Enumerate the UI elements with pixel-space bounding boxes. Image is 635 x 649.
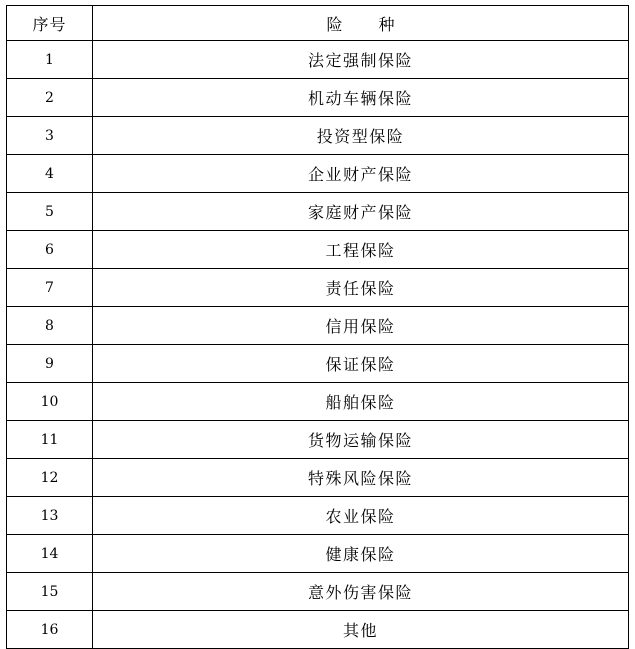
table-row — [7, 193, 629, 231]
table-row — [7, 459, 629, 497]
table-row — [7, 269, 629, 307]
row-type: 家庭财产保险 — [93, 193, 629, 231]
row-index: 4 — [7, 155, 93, 193]
table-row — [7, 383, 629, 421]
row-type: 保证保险 — [93, 345, 629, 383]
table-row — [7, 421, 629, 459]
row-index: 6 — [7, 231, 93, 269]
table-row — [7, 231, 629, 269]
row-type: 农业保险 — [93, 497, 629, 535]
column-header-type — [93, 6, 629, 41]
row-type: 机动车辆保险 — [93, 79, 629, 117]
row-index: 12 — [7, 459, 93, 497]
table-row — [7, 307, 629, 345]
row-index: 3 — [7, 117, 93, 155]
table-row — [7, 535, 629, 573]
column-header-type-label: 险 种 — [326, 14, 405, 34]
row-index: 1 — [7, 41, 93, 79]
table-row — [7, 497, 629, 535]
row-index: 10 — [7, 383, 93, 421]
row-type: 意外伤害保险 — [93, 573, 629, 611]
row-type: 工程保险 — [93, 231, 629, 269]
row-type: 信用保险 — [93, 307, 629, 345]
row-index: 7 — [7, 269, 93, 307]
row-type: 投资型保险 — [93, 117, 629, 155]
document-page — [0, 5, 635, 638]
row-type: 责任保险 — [93, 269, 629, 307]
row-index: 8 — [7, 307, 93, 345]
row-index: 11 — [7, 421, 93, 459]
row-index: 16 — [7, 611, 93, 649]
table-row — [7, 611, 629, 649]
row-index: 9 — [7, 345, 93, 383]
column-header-index: 序号 — [7, 6, 93, 41]
row-type: 法定强制保险 — [93, 41, 629, 79]
table-row — [7, 573, 629, 611]
row-type: 其他 — [93, 611, 629, 649]
row-index: 13 — [7, 497, 93, 535]
row-index: 15 — [7, 573, 93, 611]
table-row — [7, 117, 629, 155]
table-row — [7, 155, 629, 193]
row-type: 特殊风险保险 — [93, 459, 629, 497]
table-row — [7, 345, 629, 383]
row-type: 企业财产保险 — [93, 155, 629, 193]
table-header-row — [7, 6, 629, 41]
table-row — [7, 41, 629, 79]
row-index: 2 — [7, 79, 93, 117]
table-row — [7, 79, 629, 117]
row-type: 船舶保险 — [93, 383, 629, 421]
row-index: 5 — [7, 193, 93, 231]
insurance-types-table — [6, 5, 629, 649]
row-type: 货物运输保险 — [93, 421, 629, 459]
row-type: 健康保险 — [93, 535, 629, 573]
row-index: 14 — [7, 535, 93, 573]
